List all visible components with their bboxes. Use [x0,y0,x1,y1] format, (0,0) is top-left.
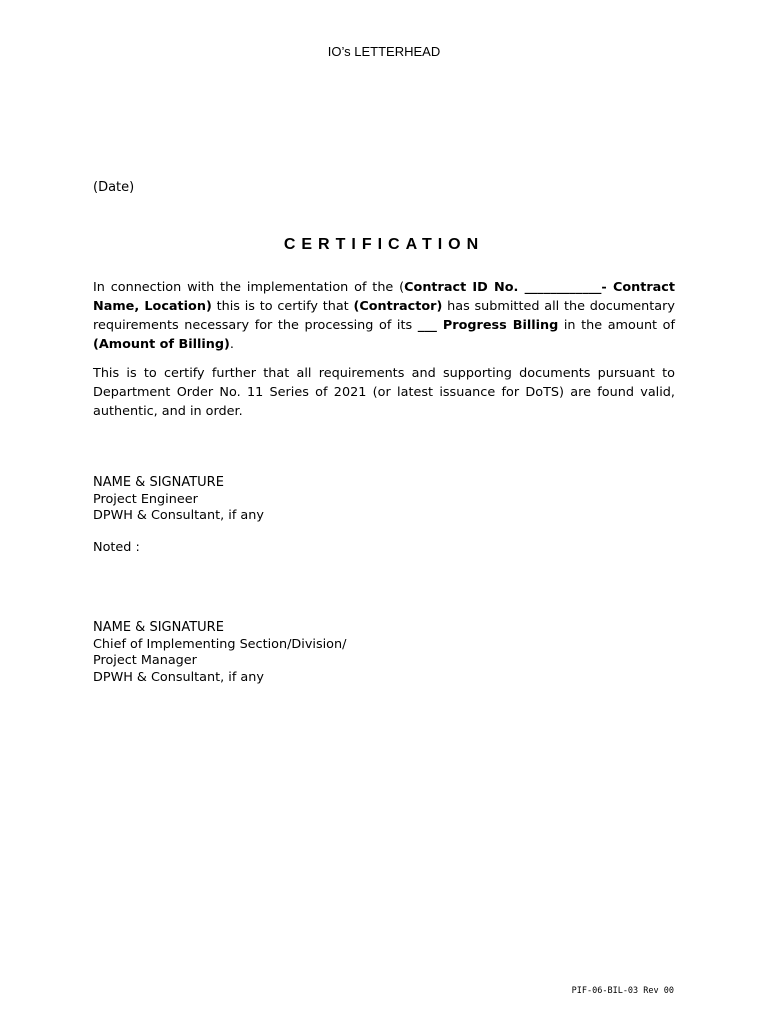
amount-of-billing-placeholder: (Amount of Billing) [93,337,230,352]
form-code: PIF-06-BIL-03 Rev 00 [571,986,674,996]
certification-paragraph-1 [93,278,675,354]
progress-billing-placeholder: ___ Progress Billing [417,318,559,333]
noted-label: Noted : [93,540,140,555]
certification-paragraph-2: This is to certify further that all requirements and supporting documents pursuant to Department Order No. 11 Series of 2021 (or latest issuance for DoTS) are found valid, authentic, and in order. [93,366,675,419]
signatory-block-1 [93,475,264,525]
signatory-1-office: DPWH & Consultant, if any [93,508,264,523]
para1-text-5: . [229,337,234,352]
para1-text-2: this is to certify that [211,299,354,314]
contract-id-name: Contract ID No. ____________- Contract Name, Location) [93,280,675,314]
signatory-block-2 [93,620,346,686]
para1-text-4: in the amount of [558,318,675,333]
signatory-2-position-2: Project Manager [93,653,197,668]
signatory-1-name: NAME & SIGNATURE [93,475,224,490]
letterhead-title: IO’s LETTERHEAD [327,44,441,59]
date-placeholder: (Date) [93,180,135,195]
para1-text-3: has submitted all the documentary requirements necessary for the processing of its [93,299,675,333]
para1-text-1: In connection with the implementation of the ( [93,280,405,295]
signatory-2-name: NAME & SIGNATURE [93,620,224,635]
document-title: CERTIFICATION [283,236,485,253]
signatory-2-office: DPWH & Consultant, if any [93,669,264,685]
contractor-placeholder: (Contractor) [353,299,443,314]
signatory-2-position-1: Chief of Implementing Section/Division/ [93,636,347,652]
signatory-1-position: Project Engineer [93,491,198,507]
